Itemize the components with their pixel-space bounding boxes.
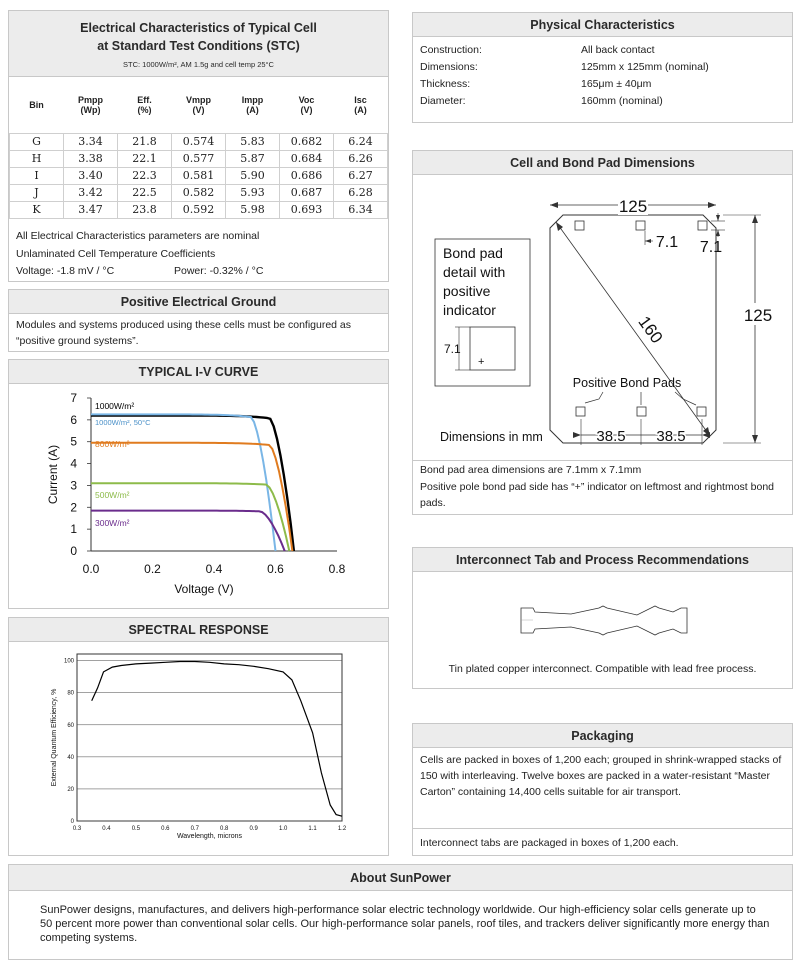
iv-y-tick: 3 — [70, 478, 77, 493]
stc-cell: G — [10, 133, 64, 150]
stc-col-header-unit: (A) — [354, 104, 367, 115]
bond-pad — [575, 221, 584, 230]
spectral-x-tick: 0.9 — [249, 826, 258, 832]
bond-pad — [576, 407, 585, 416]
about-title: About SunPower — [9, 865, 792, 891]
detail-line-2: detail with — [443, 264, 506, 280]
detail-dim-label: 7.1 — [444, 342, 461, 356]
stc-cell: 6.28 — [334, 184, 388, 201]
stc-cell: 3.38 — [64, 150, 118, 167]
stc-cell: 5.93 — [226, 184, 280, 201]
stc-cell: J — [10, 184, 64, 201]
stc-note-coefficients: Unlaminated Cell Temperature Coefficients — [16, 248, 216, 260]
stc-cell: 0.574 — [172, 133, 226, 150]
detail-line-4: indicator — [443, 302, 496, 318]
spectral-x-label: Wavelength, microns — [176, 833, 243, 840]
iv-series-line — [91, 511, 285, 551]
spectral-y-tick: 100 — [63, 658, 74, 665]
stc-header — [9, 11, 388, 77]
stc-row — [10, 184, 388, 201]
physical-value: 125mm x 125mm (nominal) — [581, 61, 709, 73]
physical-title: Physical Characteristics — [413, 13, 792, 37]
stc-col-header — [172, 77, 226, 133]
iv-series-label: 1000W/m² — [95, 401, 135, 411]
diagonal-label: 160 — [634, 312, 667, 347]
stc-cell: 3.34 — [64, 133, 118, 150]
spectral-x-tick: 0.8 — [220, 826, 229, 832]
physical-panel — [412, 12, 793, 123]
stc-col-header-top: Impp — [241, 94, 264, 105]
physical-label: Diameter: — [420, 95, 466, 107]
iv-x-tick: 0.0 — [82, 562, 100, 576]
iv-chart — [9, 384, 388, 608]
about-text: SunPower designs, manufactures, and delivers high-performance solar electric technology worldwide. Our high-efficiency solar cells generate up to 50 percent more power than conventional solar cells. Our high-performance solar panels, roof tiles, and trackers deliver significantly more energy than competing systems. — [40, 904, 770, 944]
stc-cell: 6.26 — [334, 150, 388, 167]
stc-cell: 0.582 — [172, 184, 226, 201]
stc-row — [10, 167, 388, 184]
stc-col-header-top: Isc — [354, 94, 367, 105]
stc-row — [10, 150, 388, 167]
stc-cell: 22.1 — [118, 150, 172, 167]
iv-series-label: 500W/m² — [95, 490, 130, 500]
bond-pads-label: Positive Bond Pads — [572, 376, 682, 390]
spectral-x-tick: 0.5 — [131, 826, 141, 832]
spectral-x-tick: 0.6 — [161, 826, 170, 832]
dims-drawing — [413, 175, 792, 460]
spectral-y-tick: 40 — [67, 754, 74, 761]
packaging-title: Packaging — [413, 724, 792, 748]
stc-col-header-top: Vmpp — [185, 94, 211, 105]
stc-col-header-top: Bin — [29, 99, 44, 110]
bond-pad — [697, 407, 706, 416]
stc-title-line2: at Standard Test Conditions (STC) — [97, 39, 300, 53]
stc-col-header-unit: (Wp) — [80, 104, 101, 115]
stc-cell: 5.98 — [226, 201, 280, 218]
ground-text: Modules and systems produced using these cells must be configured as “positive ground systems”. — [16, 319, 352, 347]
stc-cell: 5.87 — [226, 150, 280, 167]
stc-power-coef: Power: -0.32% / °C — [174, 265, 264, 277]
spectral-x-tick: 1.0 — [278, 826, 288, 832]
side-dim-label: 125 — [743, 306, 773, 325]
spacing-a-label: 38.5 — [596, 428, 626, 445]
interconnect-panel — [412, 547, 793, 689]
iv-y-tick: 2 — [70, 500, 77, 515]
stc-panel — [8, 10, 389, 282]
stc-cell: K — [10, 201, 64, 218]
spectral-y-tick: 60 — [67, 722, 74, 729]
detail-line-3: positive — [443, 283, 491, 299]
spectral-title: SPECTRAL RESPONSE — [9, 618, 388, 642]
stc-row — [10, 201, 388, 218]
packaging-text-2: Interconnect tabs are packaged in boxes of 1,200 each. — [420, 837, 679, 849]
stc-cell: 0.687 — [280, 184, 334, 201]
iv-y-tick: 6 — [70, 412, 77, 427]
stc-cell: I — [10, 167, 64, 184]
spectral-series-line — [92, 662, 342, 817]
stc-col-header-unit: (%) — [137, 104, 152, 115]
stc-title-line1: Electrical Characteristics of Typical Cell — [80, 21, 317, 35]
spectral-x-tick: 1.2 — [337, 826, 347, 832]
pad-dim-b-label: 7.1 — [699, 239, 723, 256]
iv-series-label: 1000W/m², 50°C — [95, 418, 151, 427]
stc-col-header-top: Voc — [298, 94, 315, 105]
stc-cell: 0.577 — [172, 150, 226, 167]
dims-panel — [412, 150, 793, 515]
stc-cell: 5.90 — [226, 167, 280, 184]
stc-cell: 6.27 — [334, 167, 388, 184]
stc-note-nominal: All Electrical Characteristics parameters are nominal — [16, 230, 260, 242]
physical-label: Dimensions: — [420, 61, 478, 73]
stc-cell: 0.592 — [172, 201, 226, 218]
iv-y-label: Current (A) — [46, 444, 60, 505]
detail-line-1: Bond pad — [443, 245, 503, 261]
iv-x-tick: 0.6 — [267, 562, 284, 576]
physical-label: Thickness: — [420, 78, 471, 90]
dims-note-1: Bond pad area dimensions are 7.1mm x 7.1mm — [420, 464, 642, 476]
spectral-y-tick: 0 — [70, 819, 74, 825]
stc-col-header — [64, 77, 118, 133]
stc-col-header-top: Pmpp — [77, 94, 103, 105]
spacing-b-label: 38.5 — [656, 428, 686, 445]
stc-voltage-coef: Voltage: -1.8 mV / °C — [16, 265, 115, 277]
stc-cell: 22.5 — [118, 184, 172, 201]
spectral-y-tick: 20 — [67, 786, 74, 793]
interconnect-caption: Tin plated copper interconnect. Compatible with lead free process. — [448, 663, 757, 675]
stc-cell: 3.42 — [64, 184, 118, 201]
pad-dim-a-label: 7.1 — [655, 234, 679, 251]
stc-cell: 3.47 — [64, 201, 118, 218]
stc-cell: 21.8 — [118, 133, 172, 150]
iv-x-tick: 0.4 — [205, 562, 223, 576]
spectral-panel — [8, 617, 389, 856]
stc-col-header-unit: (V) — [300, 104, 313, 115]
dims-note-2: Positive pole bond pad side has “+” indicator on leftmost and rightmost bond pads. — [420, 481, 775, 509]
stc-cell: 0.686 — [280, 167, 334, 184]
bond-pad — [637, 407, 646, 416]
physical-label: Construction: — [420, 44, 482, 56]
iv-x-tick: 0.2 — [144, 562, 161, 576]
top-dim-label: 125 — [618, 197, 648, 216]
physical-value: 160mm (nominal) — [581, 95, 663, 107]
stc-col-header-top: Eff. — [137, 94, 152, 105]
spectral-x-tick: 0.3 — [72, 826, 82, 832]
stc-col-header-unit: (V) — [192, 104, 205, 115]
stc-cell: 0.684 — [280, 150, 334, 167]
stc-cell: 22.3 — [118, 167, 172, 184]
iv-y-tick: 1 — [70, 522, 77, 537]
iv-y-tick: 0 — [70, 544, 77, 558]
stc-col-header — [10, 77, 64, 133]
spectral-x-tick: 0.4 — [102, 826, 111, 832]
iv-series-label: 300W/m² — [95, 518, 130, 528]
stc-col-header — [334, 77, 388, 133]
stc-conditions: STC: 1000W/m², AM 1.5g and cell temp 25°C — [123, 60, 274, 69]
iv-y-tick: 5 — [70, 434, 77, 449]
packaging-text-1: Cells are packed in boxes of 1,200 each; grouped in shrink-wrapped stacks of 150 with interleaving. Twelve boxes are packed in a water-resistant “Master Carton” containing 14,400 cells suitable for air transport. — [420, 754, 782, 798]
stc-table — [9, 77, 388, 219]
diagonal-line — [556, 222, 710, 436]
spectral-chart — [9, 642, 388, 855]
about-panel — [8, 864, 793, 960]
spectral-frame — [77, 654, 342, 821]
stc-col-header-unit: (A) — [246, 104, 259, 115]
bond-pad — [698, 221, 707, 230]
bond-pad — [636, 221, 645, 230]
iv-title: TYPICAL I-V CURVE — [9, 360, 388, 384]
iv-y-tick: 7 — [70, 391, 77, 405]
physical-value: 165μm ± 40μm — [581, 78, 652, 90]
stc-cell: 0.581 — [172, 167, 226, 184]
iv-y-tick: 4 — [70, 456, 77, 471]
stc-row — [10, 133, 388, 150]
stc-cell: 5.83 — [226, 133, 280, 150]
spectral-x-tick: 0.7 — [190, 826, 199, 832]
stc-cell: 0.682 — [280, 133, 334, 150]
stc-cell: 6.24 — [334, 133, 388, 150]
iv-x-label: Voltage (V) — [174, 582, 234, 596]
physical-value: All back contact — [581, 44, 655, 56]
stc-col-header — [226, 77, 280, 133]
packaging-panel — [412, 723, 793, 856]
stc-col-header — [118, 77, 172, 133]
interconnect-title: Interconnect Tab and Process Recommendations — [413, 548, 792, 572]
iv-panel — [8, 359, 389, 609]
detail-pad — [470, 327, 515, 370]
ground-title: Positive Electrical Ground — [9, 290, 388, 314]
stc-cell: 6.34 — [334, 201, 388, 218]
stc-cell: H — [10, 150, 64, 167]
stc-cell: 23.8 — [118, 201, 172, 218]
units-label: Dimensions in mm — [440, 430, 543, 444]
stc-cell: 3.40 — [64, 167, 118, 184]
iv-x-tick: 0.8 — [328, 562, 346, 576]
dims-title: Cell and Bond Pad Dimensions — [413, 151, 792, 175]
interconnect-tab-drawing — [413, 588, 792, 648]
detail-plus: + — [478, 356, 485, 368]
ground-panel — [8, 289, 389, 352]
stc-cell: 0.693 — [280, 201, 334, 218]
spectral-y-tick: 80 — [67, 690, 74, 697]
stc-col-header — [280, 77, 334, 133]
iv-series-label: 800W/m² — [95, 439, 130, 449]
spectral-x-tick: 1.1 — [308, 826, 317, 832]
spectral-y-label: External Quantum Efficiency, % — [51, 688, 58, 787]
